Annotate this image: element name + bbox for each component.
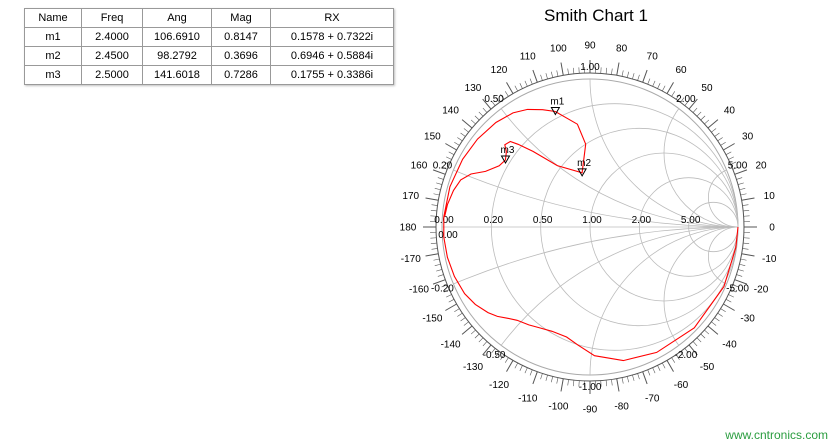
column-header-name: Name (25, 9, 82, 28)
cell-freq-m1: 2.4000 (82, 28, 143, 47)
angle-label--120: -120 (488, 380, 510, 392)
reactance-label-0.20: 0.20 (432, 160, 453, 172)
table-row (25, 28, 394, 47)
angle-tick (525, 81, 527, 86)
angle-label--130: -130 (463, 361, 484, 373)
angle-label--80: -80 (614, 401, 629, 413)
angle-label-90: 90 (584, 40, 596, 52)
angle-tick (648, 79, 650, 85)
angle-tick (742, 198, 755, 200)
angle-tick (715, 133, 720, 137)
angle-tick (723, 144, 734, 151)
angle-tick (471, 120, 475, 124)
angle-tick (505, 358, 508, 363)
angle-tick (573, 380, 574, 386)
resistance-label-2.00: 2.00 (631, 215, 652, 226)
reactance-label--2.00: -2.00 (674, 349, 698, 361)
marker-label-m2: m2 (577, 157, 592, 169)
angle-tick (461, 318, 466, 322)
angle-tick (438, 178, 444, 180)
resistance-label-5.00: 5.00 (680, 215, 701, 226)
angle-label-80: 80 (616, 43, 628, 55)
angle-tick (568, 380, 569, 386)
smith-chart-svg (390, 22, 810, 432)
angle-tick (515, 86, 518, 91)
angle-tick (627, 72, 628, 78)
angle-tick (507, 360, 514, 371)
angle-tick (561, 63, 563, 76)
angle-tick (449, 152, 454, 155)
angle-tick (658, 83, 661, 88)
angle-tick (568, 69, 569, 75)
angle-tick (436, 269, 442, 271)
angle-tick (743, 243, 749, 244)
resistance-label-1.00: 1.00 (582, 215, 602, 226)
angle-tick (435, 264, 441, 265)
table-row (25, 66, 394, 85)
angle-tick (530, 370, 532, 376)
angle-label-60: 60 (675, 64, 687, 76)
angle-tick (475, 116, 479, 120)
column-header-rx: RX (271, 9, 394, 28)
angle-tick (475, 334, 479, 338)
marker-label-m1: m1 (550, 96, 565, 108)
angle-tick (627, 376, 628, 382)
angle-tick (718, 313, 723, 316)
angle-tick (718, 138, 723, 141)
angle-tick (546, 73, 548, 79)
angle-tick (741, 259, 747, 260)
angle-tick (507, 82, 514, 93)
angle-label-70: 70 (646, 51, 658, 63)
angle-tick (435, 188, 441, 189)
angle-tick (741, 194, 747, 195)
angle-tick (743, 248, 749, 249)
angle-label-180: 180 (399, 222, 417, 234)
angle-tick (462, 326, 472, 334)
angle-tick (505, 91, 508, 96)
angle-tick (533, 372, 537, 384)
angle-tick (431, 243, 437, 244)
angle-tick (431, 210, 437, 211)
angle-tick (606, 380, 607, 386)
angle-tick (611, 69, 612, 75)
angle-label--10: -10 (762, 254, 777, 266)
angle-tick (622, 378, 623, 384)
angle-tick (541, 75, 543, 81)
angle-tick (436, 183, 442, 185)
angle-tick (438, 275, 444, 277)
angle-tick (433, 194, 439, 195)
angle-tick (454, 309, 459, 312)
reactance-label-2.00: 2.00 (676, 94, 696, 106)
angle-label--50: -50 (699, 361, 715, 373)
cell-rx-m1: 0.1578 + 0.7322i (271, 28, 394, 47)
angle-tick (708, 326, 718, 334)
angle-label--40: -40 (722, 339, 737, 351)
angle-tick (643, 372, 647, 384)
resistance-label-0.00: 0.00 (434, 215, 454, 226)
angle-tick (693, 108, 697, 112)
angle-tick (711, 128, 716, 132)
angle-tick (611, 380, 612, 386)
cell-freq-m3: 2.5000 (82, 66, 143, 85)
angle-tick (648, 370, 650, 376)
angle-tick (530, 79, 532, 85)
angle-label--20: -20 (753, 284, 769, 296)
angle-tick (546, 375, 548, 381)
angle-tick (701, 334, 705, 338)
cell-mag-m2: 0.3696 (212, 47, 271, 66)
angle-tick (701, 116, 705, 120)
cell-ang-m3: 141.6018 (143, 66, 212, 85)
angle-label-50: 50 (701, 83, 713, 95)
cell-rx-m2: 0.6946 + 0.5884i (271, 47, 394, 66)
angle-tick (433, 259, 439, 260)
angle-tick (445, 304, 456, 311)
angle-label-120: 120 (490, 64, 508, 76)
angle-tick (573, 68, 574, 74)
cell-ang-m1: 106.6910 (143, 28, 212, 47)
angle-label--160: -160 (408, 284, 429, 296)
angle-tick (454, 142, 459, 145)
angle-tick (520, 83, 523, 88)
angle-tick (445, 144, 456, 151)
angle-tick (736, 275, 742, 277)
angle-label--60: -60 (673, 380, 689, 392)
angle-label--30: -30 (740, 313, 755, 325)
angle-tick (739, 188, 745, 189)
angle-label-140: 140 (442, 105, 459, 117)
angle-tick (449, 299, 454, 302)
angle-tick (483, 108, 487, 112)
angle-tick (726, 152, 731, 155)
angle-tick (617, 63, 619, 76)
resistance-label-origin: 0.00 (438, 230, 458, 241)
angle-tick (525, 368, 527, 373)
angle-label-10: 10 (763, 190, 775, 202)
angle-label-30: 30 (742, 131, 754, 143)
resistance-label-0.20: 0.20 (483, 215, 504, 226)
reactance-arc--0.2 (390, 227, 810, 432)
angle-tick (515, 363, 518, 368)
column-header-ang: Ang (143, 9, 212, 28)
angle-tick (704, 120, 708, 124)
angle-label-170: 170 (402, 190, 420, 202)
cell-ang-m2: 98.2792 (143, 47, 212, 66)
marker-table (24, 8, 394, 85)
angle-tick (672, 91, 675, 96)
angle-tick (520, 365, 523, 370)
reactance-label--0.50: -0.50 (482, 349, 506, 361)
angle-tick (432, 205, 438, 206)
angle-label--90: -90 (582, 404, 598, 416)
angle-tick (721, 309, 726, 312)
cell-mag-m3: 0.7286 (212, 66, 271, 85)
angle-label-130: 130 (464, 83, 482, 95)
angle-tick (638, 75, 640, 81)
angle-tick (743, 210, 749, 211)
angle-tick (697, 112, 701, 116)
angle-tick (483, 341, 487, 345)
angle-label--170: -170 (400, 254, 421, 266)
angle-label-40: 40 (723, 105, 735, 117)
angle-label--140: -140 (440, 339, 461, 351)
cell-freq-m2: 2.4500 (82, 47, 143, 66)
angle-tick (723, 304, 734, 311)
angle-tick (653, 81, 655, 86)
angle-tick (643, 70, 647, 82)
angle-tick (606, 68, 607, 74)
angle-tick (557, 70, 558, 76)
trace-path (444, 109, 738, 360)
angle-tick (541, 373, 543, 379)
reactance-label-1.00: 1.00 (580, 62, 600, 74)
angle-tick (471, 330, 475, 334)
reactance-label-0.50: 0.50 (484, 94, 504, 106)
angle-tick (704, 330, 708, 334)
cell-name-m3: m3 (25, 66, 82, 85)
cell-name-m1: m1 (25, 28, 82, 47)
reactance-label--0.20: -0.20 (431, 283, 454, 295)
angle-tick (715, 318, 720, 322)
cell-mag-m1: 0.8147 (212, 28, 271, 47)
angle-tick (711, 322, 716, 326)
angle-tick (632, 375, 634, 381)
angle-tick (479, 112, 483, 116)
resistance-label-0.50: 0.50 (532, 215, 553, 226)
angle-tick (728, 157, 733, 160)
angle-tick (479, 338, 483, 342)
angle-tick (461, 133, 466, 137)
angle-tick (739, 264, 745, 265)
angle-label--100: -100 (548, 401, 569, 413)
angle-tick (667, 360, 674, 371)
reactance-label--1.00: -1.00 (578, 381, 602, 393)
angle-tick (697, 338, 701, 342)
table-header-row (25, 9, 394, 28)
angle-tick (533, 70, 537, 82)
angle-label--150: -150 (422, 313, 443, 325)
angle-tick (632, 73, 634, 79)
angle-tick (464, 322, 469, 326)
angle-tick (743, 205, 749, 206)
angle-tick (742, 254, 755, 256)
column-header-mag: Mag (212, 9, 271, 28)
angle-tick (738, 269, 744, 271)
smith-chart (390, 22, 810, 432)
cell-rx-m3: 0.1755 + 0.3386i (271, 66, 394, 85)
angle-label-20: 20 (755, 160, 767, 172)
angle-tick (446, 157, 451, 160)
angle-tick (721, 142, 726, 145)
angle-tick (551, 72, 552, 78)
table-row (25, 47, 394, 66)
angle-tick (561, 379, 563, 392)
reactance-label--5.00: -5.00 (726, 283, 749, 295)
angle-tick (457, 138, 462, 141)
angle-tick (736, 178, 742, 180)
angle-label-160: 160 (410, 160, 428, 172)
angle-tick (708, 120, 718, 128)
marker-label-m3: m3 (500, 145, 515, 157)
angle-tick (464, 128, 469, 132)
angle-tick (728, 295, 733, 298)
angle-tick (622, 70, 623, 76)
watermark: www.cntronics.com (725, 428, 828, 442)
angle-tick (617, 379, 619, 392)
reactance-arc-0.2 (390, 22, 810, 227)
angle-tick (693, 341, 697, 345)
angle-tick (653, 368, 655, 373)
angle-tick (432, 248, 438, 249)
angle-label--110: -110 (518, 393, 538, 405)
angle-tick (426, 198, 439, 200)
reactance-label-5.00: 5.00 (727, 160, 748, 172)
angle-tick (658, 365, 661, 370)
angle-tick (446, 295, 451, 298)
angle-tick (457, 313, 462, 316)
page-title: Smith Chart 1 (544, 6, 648, 25)
angle-tick (726, 299, 731, 302)
angle-tick (638, 373, 640, 379)
angle-label--70: -70 (645, 393, 660, 405)
angle-tick (662, 86, 665, 91)
angle-label-100: 100 (550, 43, 567, 55)
angle-tick (557, 378, 558, 384)
angle-tick (662, 363, 665, 368)
angle-label-110: 110 (519, 51, 536, 63)
angle-label-0: 0 (769, 222, 775, 234)
angle-tick (462, 120, 472, 128)
angle-tick (551, 376, 552, 382)
angle-tick (426, 254, 439, 256)
markers (501, 97, 592, 176)
angle-label-150: 150 (424, 131, 441, 143)
angle-tick (738, 183, 744, 185)
column-header-freq: Freq (82, 9, 143, 28)
angle-tick (667, 82, 674, 93)
cell-name-m2: m2 (25, 47, 82, 66)
